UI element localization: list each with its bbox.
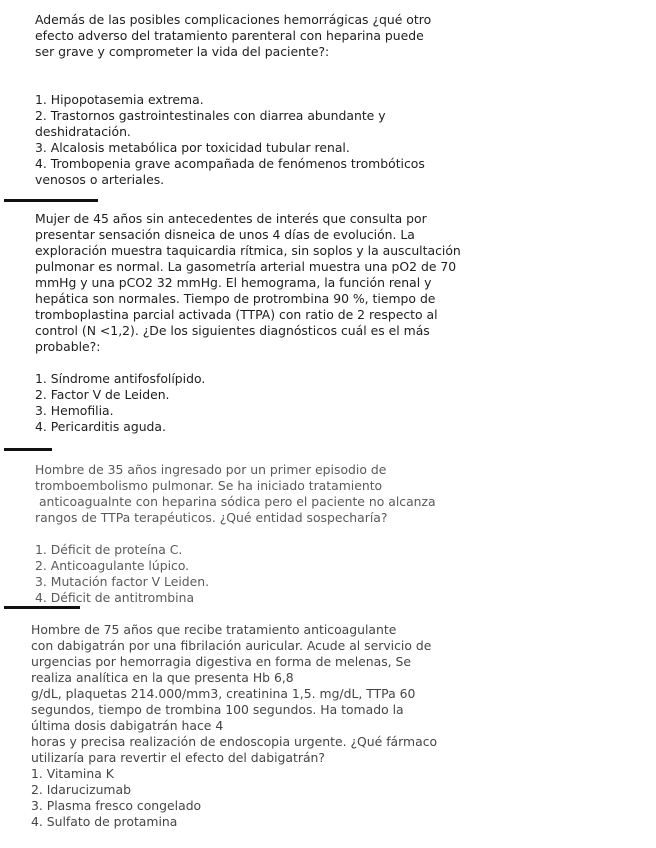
section-divider [4,606,80,609]
option-line: 3. Alcalosis metabólica por toxicidad tubular renal. [35,140,350,155]
question-4-stem [31,622,437,766]
stem-line: efecto adverso del tratamiento parenteral con heparina puede [35,28,424,43]
stem-line: urgencias por hemorragia digestiva en forma de melenas, Se [31,654,412,669]
option-line: 4. Trombopenia grave acompañada de fenómenos trombóticos [35,156,425,171]
question-3-stem [35,462,436,526]
option-line: 1. Hipopotasemia extrema. [35,92,204,107]
option-line: 4. Déficit de antitrombina [35,590,195,605]
stem-line: tromboembolismo pulmonar. Se ha iniciado tratamiento [35,478,383,493]
stem-line: con dabigatrán por una fibrilación auricular. Acude al servicio de [31,638,432,653]
section-divider [4,448,52,451]
stem-line: horas y precisa realización de endoscopia urgente. ¿Qué fármaco [31,734,438,749]
stem-line: presentar sensación disneica de unos 4 días de evolución. La [35,227,415,242]
option-line: 4. Sulfato de protamina [31,814,178,829]
stem-line: anticoagualnte con heparina sódica pero el paciente no alcanza [35,494,436,509]
option-line: venosos o arteriales. [35,172,165,187]
stem-line: exploración muestra taquicardia rítmica, sin soplos y la auscultación [35,243,461,258]
question-1-stem [35,12,431,60]
stem-line: ser grave y comprometer la vida del paciente?: [35,44,330,59]
question-4 [31,622,437,830]
option-line: 3. Plasma fresco congelado [31,798,202,813]
option-line: deshidratación. [35,124,131,139]
stem-line: pulmonar es normal. La gasometría arterial muestra una pO2 de 70 [35,259,457,274]
option-line: 3. Hemofilia. [35,403,114,418]
question-3 [35,462,436,606]
section-divider [4,199,98,202]
stem-line: hepática son normales. Tiempo de protrombina 90 %, tiempo de [35,291,436,306]
stem-line: rangos de TTPa terapéuticos. ¿Qué entidad sospecharía? [35,510,388,525]
option-line: 1. Vitamina K [31,766,114,781]
question-3-options [35,542,436,606]
question-2-stem [35,211,461,355]
stem-line: Además de las posibles complicaciones hemorrágicas ¿qué otro [35,12,432,27]
stem-line: utilizaría para revertir el efecto del dabigatrán? [31,750,325,765]
question-4-options [31,766,437,830]
stem-line: realiza analítica en la que presenta Hb 6,8 [31,670,294,685]
stem-line: segundos, tiempo de trombina 100 segundos. Ha tomado la [31,702,404,717]
option-line: 2. Factor V de Leiden. [35,387,170,402]
option-line: 1. Déficit de proteína C. [35,542,183,557]
question-2-options [35,371,461,435]
question-1-options [35,92,431,188]
option-line: 2. Idarucizumab [31,782,131,797]
stem-line: Hombre de 35 años ingresado por un primer episodio de [35,462,387,477]
stem-line: última dosis dabigatrán hace 4 [31,718,224,733]
stem-line: Mujer de 45 años sin antecedentes de interés que consulta por [35,211,427,226]
stem-line: probable?: [35,339,101,354]
option-line: 4. Pericarditis aguda. [35,419,166,434]
stem-line: control (N <1,2). ¿De los siguientes diagnósticos cuál es el más [35,323,430,338]
option-line: 2. Anticoagulante lúpico. [35,558,190,573]
stem-line: g/dL, plaquetas 214.000/mm3, creatinina 1,5. mg/dL, TTPa 60 [31,686,416,701]
question-1 [35,12,431,188]
option-line: 3. Mutación factor V Leiden. [35,574,210,589]
stem-line: mmHg y una pCO2 32 mmHg. El hemograma, la función renal y [35,275,432,290]
option-line: 2. Trastornos gastrointestinales con diarrea abundante y [35,108,386,123]
option-line: 1. Síndrome antifosfolípido. [35,371,206,386]
stem-line: tromboplastina parcial activada (TTPA) con ratio de 2 respecto al [35,307,438,322]
stem-line: Hombre de 75 años que recibe tratamiento anticoagulante [31,622,397,637]
question-2 [35,211,461,435]
